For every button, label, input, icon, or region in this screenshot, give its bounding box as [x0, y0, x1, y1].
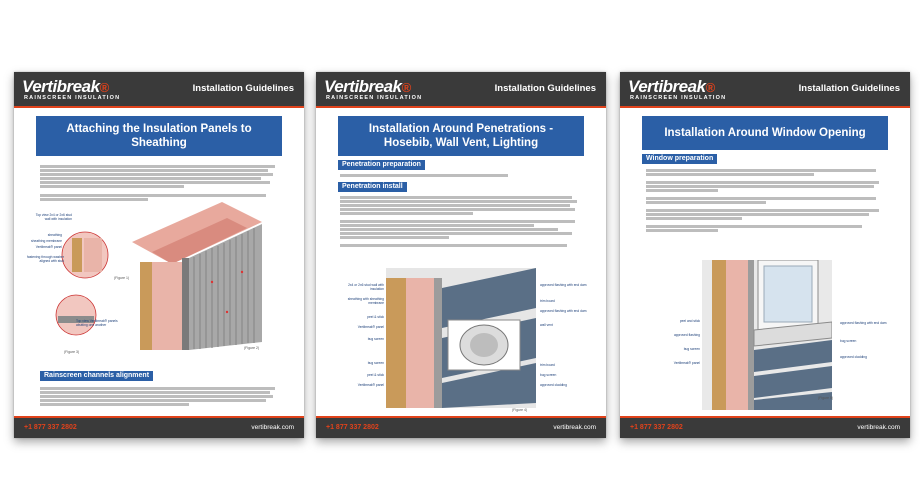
- callout-cladding: approved cladding: [540, 383, 567, 387]
- brand-tagline: RAINSCREEN INSULATION: [630, 95, 727, 101]
- guideline-page-2: [316, 72, 606, 438]
- callout-bug-screen: bug screen: [840, 339, 857, 343]
- callout-trim-board: trim board: [540, 363, 555, 367]
- callout-flashing: approved flashing: [673, 333, 700, 337]
- page-footer: [316, 418, 606, 438]
- header-title: Installation Guidelines: [192, 83, 294, 94]
- footer-phone: +1 877 337 2802: [630, 424, 683, 431]
- page-header: [316, 72, 606, 106]
- brand-logo: Vertibreak®: [628, 77, 715, 96]
- body-text-block: [40, 386, 280, 407]
- callout-flashing: approved flashing with end dam: [840, 321, 887, 325]
- callout-flashing: approved flashing with end dam: [540, 309, 587, 313]
- section-heading: Rainscreen channels alignment: [40, 371, 153, 381]
- page-footer: [14, 418, 304, 438]
- callout-bug-screen: bug screen: [367, 337, 384, 341]
- penetration-illustration: [386, 268, 536, 408]
- callout-sheathing: sheathing: [47, 233, 62, 237]
- section-heading: Penetration install: [338, 182, 407, 192]
- callout-fastening: fastening through washer aligned with stud: [26, 255, 64, 263]
- page-title: Installation Around Window Opening: [642, 116, 888, 150]
- footer-website: vertibreak.com: [553, 424, 596, 431]
- panel-abutment-detail: [52, 294, 100, 336]
- footer-phone: +1 877 337 2802: [326, 424, 379, 431]
- figure-label: (Figure 4): [512, 408, 528, 412]
- brand-tagline: RAINSCREEN INSULATION: [326, 95, 423, 101]
- body-text-block: [646, 168, 886, 233]
- callout-cladding: approved cladding: [840, 355, 867, 359]
- accent-divider: [620, 106, 910, 108]
- brand-logo: Vertibreak®: [22, 77, 109, 96]
- callout-stud-wall: Top view 2x4 or 2x6 stud wall with insulation: [35, 213, 72, 221]
- figure-label: (Figure 5): [818, 396, 834, 400]
- callout-wall-vent: wall vent: [540, 323, 553, 327]
- footer-phone: +1 877 337 2802: [24, 424, 77, 431]
- page-header: [620, 72, 910, 106]
- section-heading: Penetration preparation: [338, 160, 425, 170]
- page-header: [14, 72, 304, 106]
- callout-bug-screen: bug screen: [683, 347, 700, 351]
- callout-bug-screen: bug screen: [540, 373, 557, 377]
- callout-panel: Vertibreak® panel: [673, 361, 700, 365]
- brand-tagline: RAINSCREEN INSULATION: [24, 95, 121, 101]
- figure-label: (Figure 2): [244, 346, 260, 350]
- guideline-page-1: [14, 72, 304, 438]
- section-heading: Window preparation: [642, 154, 717, 164]
- body-text-block: [340, 173, 580, 178]
- page-footer: [620, 418, 910, 438]
- accent-divider: [14, 106, 304, 108]
- body-text-block: [40, 164, 280, 202]
- callout-peel-stick: peel & stick: [367, 373, 384, 377]
- callout-sheathing: sheathing with sheathing membrane: [347, 297, 384, 305]
- footer-website: vertibreak.com: [857, 424, 900, 431]
- callout-peel-stick: peel & stick: [367, 315, 384, 319]
- guideline-page-3: [620, 72, 910, 438]
- footer-website: vertibreak.com: [251, 424, 294, 431]
- window-opening-illustration: [702, 260, 832, 410]
- callout-bug-screen: bug screen: [367, 361, 384, 365]
- accent-divider: [316, 106, 606, 108]
- callout-flashing: approved flashing with end dam: [540, 283, 587, 287]
- callout-panel: Vertibreak® panel: [357, 383, 384, 387]
- figure-label: (Figure 3): [64, 350, 80, 354]
- callout-peel-stick: peel and stick: [679, 319, 700, 323]
- callout-panel: Vertibreak® panel: [357, 325, 384, 329]
- body-text-block: [340, 195, 582, 248]
- brand-logo: Vertibreak®: [324, 77, 411, 96]
- callout-stud-wall: 2x4 or 2x6 stud wall with insulation: [348, 283, 384, 291]
- callout-panel: Vertibreak® panel: [35, 245, 62, 249]
- header-title: Installation Guidelines: [494, 83, 596, 94]
- page-title: Installation Around Penetrations - Hosebib, Wall Vent, Lighting: [338, 116, 584, 156]
- figure-label: (Figure 1): [114, 276, 130, 280]
- callout-abutting: Top view Vertibreak® panels abutting one another: [76, 319, 118, 327]
- header-title: Installation Guidelines: [798, 83, 900, 94]
- callout-membrane: sheathing membrane: [31, 239, 62, 243]
- callout-trim-board: trim board: [540, 299, 555, 303]
- wall-assembly-illustration: [122, 202, 272, 350]
- page-title: Attaching the Insulation Panels to Sheathing: [36, 116, 282, 156]
